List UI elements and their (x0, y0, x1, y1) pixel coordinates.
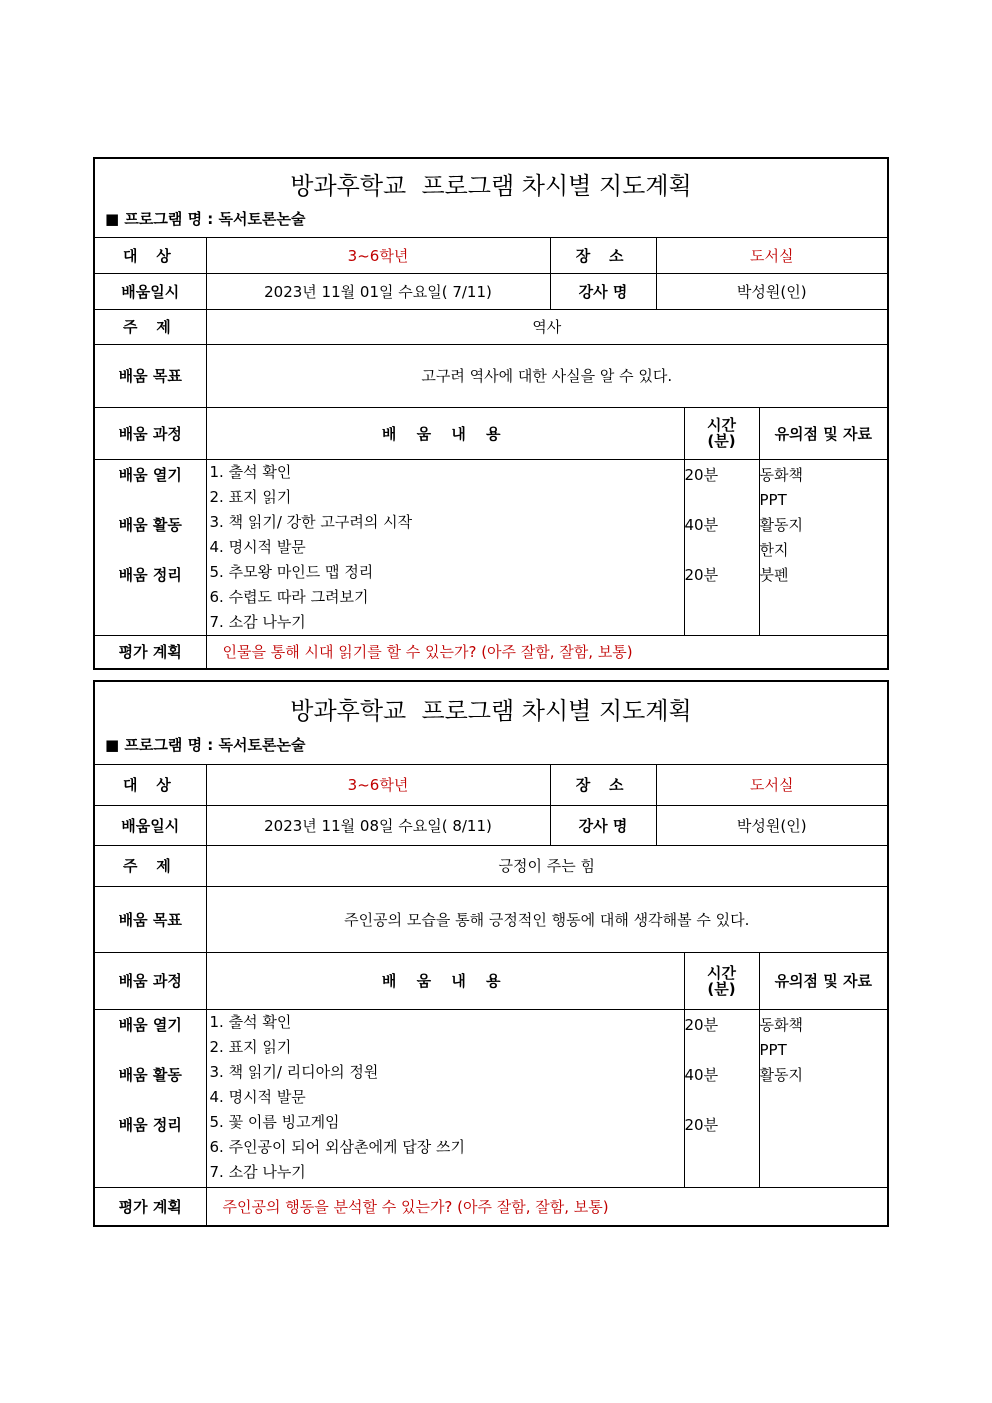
place-value: 도서실 (656, 238, 887, 273)
plan-header (95, 159, 887, 238)
stage-closing: 배움 정리 (118, 565, 182, 584)
teacher-value: 박성원(인) (656, 273, 887, 309)
target-label: 대 상 (95, 765, 206, 805)
goal-label: 배움 목표 (95, 344, 206, 407)
process-row (95, 1009, 887, 1187)
date-label: 배움일시 (95, 805, 206, 845)
goal-label: 배움 목표 (95, 886, 206, 952)
teacher-label: 강사 명 (550, 273, 656, 309)
material-item: PPT (759, 490, 787, 509)
notes-label: 유의점 및 자료 (759, 407, 887, 459)
teacher-value: 박성원(인) (656, 805, 887, 845)
program-name-line (105, 208, 305, 229)
time-value: 20분 (684, 1115, 719, 1134)
topic-label: 주 제 (95, 845, 206, 886)
eval-value: 주인공의 행동을 분석할 수 있는가? (아주 잘함, 잘함, 보통) (206, 1187, 887, 1225)
place-label: 장 소 (550, 238, 656, 273)
time-header (684, 952, 759, 1009)
goal-row (95, 344, 887, 407)
time-value: 20분 (684, 465, 719, 484)
teacher-label: 강사 명 (550, 805, 656, 845)
content-items (206, 459, 684, 635)
materials (759, 1009, 887, 1187)
eval-value: 인물을 통해 시대 읽기를 할 수 있는가? (아주 잘함, 잘함, 보통) (206, 635, 887, 668)
list-item: 3. 책 읽기/ 리디아의 정원 (209, 1062, 379, 1081)
list-item: 1. 출석 확인 (209, 462, 292, 481)
time-value: 40분 (684, 515, 719, 534)
process-header-row (95, 952, 887, 1009)
process-header-row (95, 407, 887, 459)
time-value: 20분 (684, 565, 719, 584)
topic-row (95, 845, 887, 886)
program-name: 독서토론논술 (218, 736, 306, 754)
material-item: 붓펜 (759, 565, 789, 584)
stage-activity: 배움 활동 (118, 515, 182, 534)
place-value: 도서실 (656, 765, 887, 805)
time-value: 40분 (684, 1065, 719, 1084)
stage-opening: 배움 열기 (118, 1015, 182, 1034)
topic-label: 주 제 (95, 309, 206, 344)
target-row (95, 238, 887, 273)
material-item: PPT (759, 1040, 787, 1059)
notes-label: 유의점 및 자료 (759, 952, 887, 1009)
program-label: ■ 프로그램 명 : (105, 736, 219, 754)
list-item: 2. 표지 읽기 (209, 1037, 292, 1056)
eval-label: 평가 계획 (95, 635, 206, 668)
process-label: 배움 과정 (95, 407, 206, 459)
goal-value: 고구려 역사에 대한 사실을 알 수 있다. (206, 344, 887, 407)
place-label: 장 소 (550, 765, 656, 805)
time-label: 시간 (707, 963, 736, 982)
list-item: 4. 명시적 발문 (209, 537, 306, 556)
target-value: 3~6학년 (206, 238, 550, 273)
time-header (684, 407, 759, 459)
time-unit-label: (분) (707, 432, 736, 450)
program-name: 독서토론논술 (218, 210, 306, 228)
time-value: 20분 (684, 1015, 719, 1034)
time-label: 시간 (707, 416, 736, 434)
material-item: 동화책 (759, 465, 803, 484)
list-item: 2. 표지 읽기 (209, 487, 292, 506)
material-item: 활동지 (759, 1065, 803, 1084)
list-item: 6. 주인공이 되어 외삼촌에게 답장 쓰기 (209, 1137, 466, 1156)
process-row (95, 459, 887, 635)
time-values (684, 459, 759, 635)
list-item: 7. 소감 나누기 (209, 1162, 306, 1181)
list-item: 5. 꽃 이름 빙고게임 (209, 1112, 340, 1131)
material-item: 동화책 (759, 1015, 803, 1034)
program-name-line (105, 734, 305, 755)
plan-table (95, 765, 887, 1225)
list-item: 4. 명시적 발문 (209, 1087, 306, 1106)
time-unit-label: (분) (707, 979, 736, 998)
topic-value: 긍정이 주는 힘 (206, 845, 887, 886)
content-items (206, 1009, 684, 1187)
eval-label: 평가 계획 (95, 1187, 206, 1225)
plan-table (95, 238, 887, 668)
stage-activity: 배움 활동 (118, 1065, 182, 1084)
content-label: 배 움 내 용 (206, 952, 684, 1009)
process-label: 배움 과정 (95, 952, 206, 1009)
goal-value: 주인공의 모습을 통해 긍정적인 행동에 대해 생각해볼 수 있다. (206, 886, 887, 952)
list-item: 6. 수렵도 따라 그려보기 (209, 587, 369, 606)
content-label: 배 움 내 용 (206, 407, 684, 459)
materials (759, 459, 887, 635)
topic-value: 역사 (206, 309, 887, 344)
target-row (95, 765, 887, 805)
material-item: 한지 (759, 540, 789, 559)
target-label: 대 상 (95, 238, 206, 273)
date-value: 2023년 11월 01일 수요일( 7/11) (206, 273, 550, 309)
stage-closing: 배움 정리 (118, 1115, 182, 1134)
program-label: ■ 프로그램 명 : (105, 210, 219, 228)
lesson-plan-2 (93, 680, 889, 1227)
list-item: 3. 책 읽기/ 강한 고구려의 시작 (209, 512, 413, 531)
eval-row (95, 635, 887, 668)
date-value: 2023년 11월 08일 수요일( 8/11) (206, 805, 550, 845)
eval-row (95, 1187, 887, 1225)
goal-row (95, 886, 887, 952)
stage-opening: 배움 열기 (118, 465, 182, 484)
material-item: 활동지 (759, 515, 803, 534)
list-item: 5. 추모왕 마인드 맵 정리 (209, 562, 374, 581)
plan-header (95, 682, 887, 765)
list-item: 1. 출석 확인 (209, 1012, 292, 1031)
plan-title: 방과후학교 프로그램 차시별 지도계획 (290, 697, 692, 725)
process-stages (95, 1009, 206, 1187)
date-row (95, 805, 887, 845)
date-row (95, 273, 887, 309)
plan-title: 방과후학교 프로그램 차시별 지도계획 (290, 172, 692, 200)
target-value: 3~6학년 (206, 765, 550, 805)
topic-row (95, 309, 887, 344)
list-item: 7. 소감 나누기 (209, 612, 306, 631)
lesson-plan-1 (93, 157, 889, 670)
date-label: 배움일시 (95, 273, 206, 309)
time-values (684, 1009, 759, 1187)
process-stages (95, 459, 206, 635)
